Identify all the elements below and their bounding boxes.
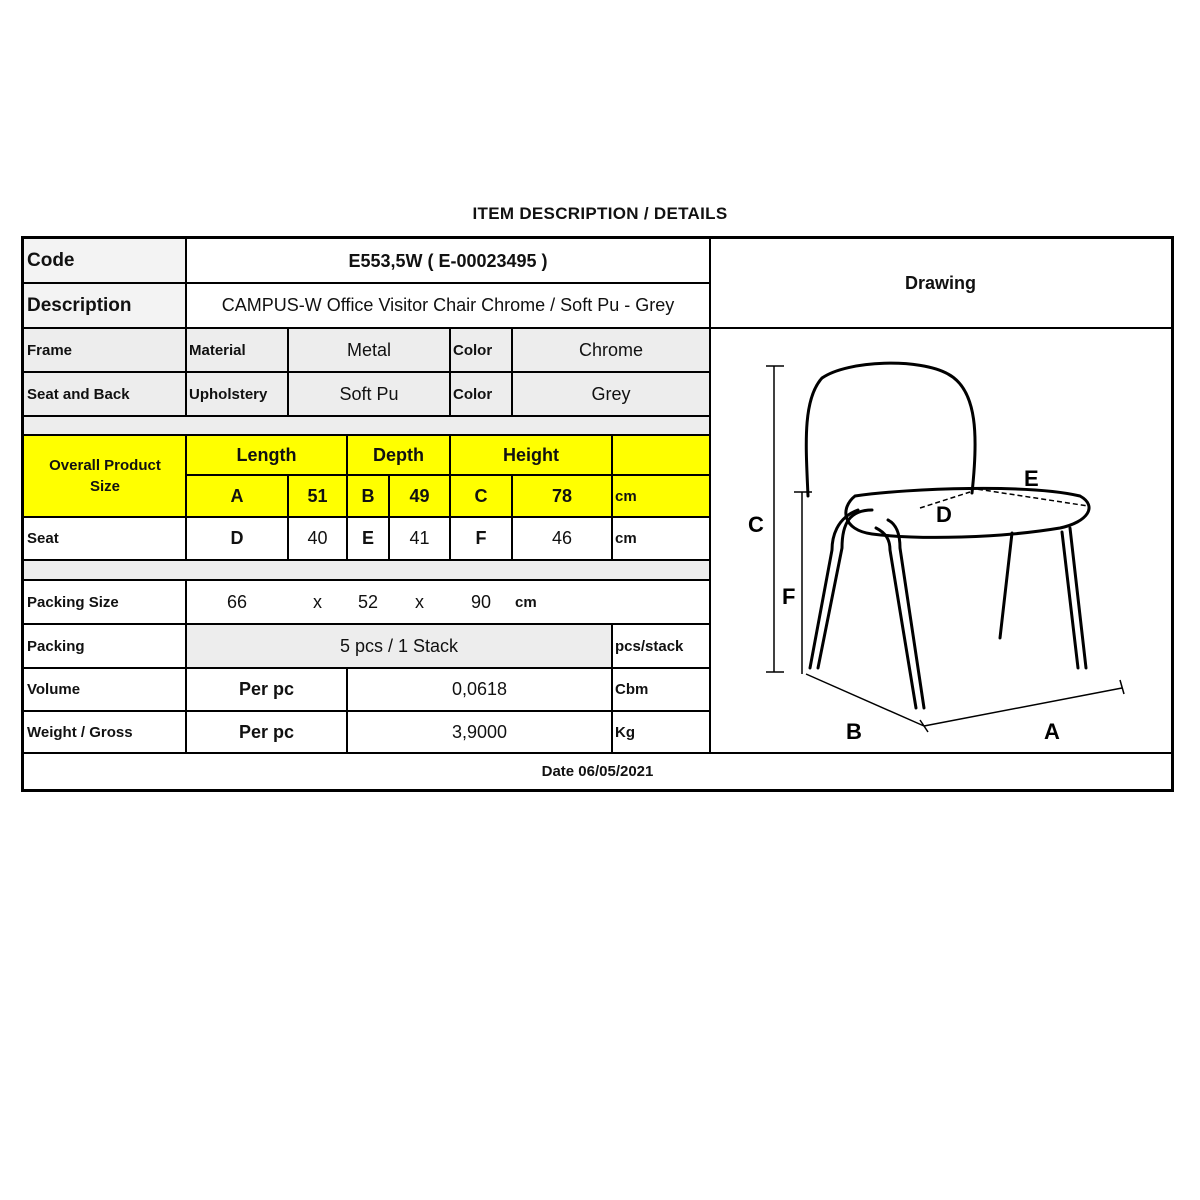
- length-header: Length: [236, 444, 297, 465]
- upholstery-label: Upholstery: [189, 385, 268, 403]
- chair-drawing: [710, 328, 1171, 753]
- dim-e-value: 41: [409, 528, 430, 548]
- seat-back-color-value: Grey: [591, 383, 631, 404]
- dim-line-b: [806, 674, 924, 726]
- divider: [24, 579, 710, 581]
- divider: [24, 623, 710, 625]
- chair-backrest: [806, 363, 975, 496]
- dim-a-value: 51: [307, 485, 328, 506]
- code-value: E553,5W ( E-00023495 ): [348, 250, 548, 271]
- volume-per: Per pc: [238, 679, 295, 699]
- dim-line-a: [924, 688, 1122, 726]
- dim-d-label: D: [230, 528, 244, 548]
- dim-d-value: 40: [307, 528, 328, 548]
- frame-material-value: Metal: [346, 339, 391, 360]
- drawing-label: Drawing: [904, 273, 976, 293]
- divider: [449, 328, 451, 416]
- packing-size-x2: x: [415, 591, 424, 612]
- divider: [24, 559, 710, 561]
- chair-frame-right: [888, 520, 924, 708]
- dim-a-label: A: [230, 485, 244, 506]
- dim-f-label: F: [475, 528, 487, 548]
- divider: [449, 435, 451, 560]
- dim-b-label: B: [361, 485, 375, 506]
- code-label: Code: [27, 250, 75, 271]
- divider: [24, 434, 710, 436]
- divider: [185, 435, 187, 560]
- drawing-label-e: E: [1024, 466, 1039, 491]
- seat-back-label: Seat and Back: [27, 385, 130, 403]
- dim-c-label: C: [474, 485, 488, 506]
- date-footer: Date 06/05/2021: [541, 763, 654, 780]
- drawing-label-d: D: [936, 502, 952, 527]
- packing-size-x1: x: [313, 591, 322, 612]
- weight-per: Per pc: [238, 722, 295, 742]
- divider: [24, 667, 710, 669]
- divider: [185, 580, 187, 753]
- drawing-label-c: C: [748, 512, 764, 537]
- divider: [185, 239, 187, 416]
- chair-back-leg-right: [1070, 528, 1086, 668]
- divider: [346, 668, 348, 753]
- divider: [24, 516, 710, 518]
- frame-color-value: Chrome: [578, 339, 644, 360]
- height-header: Height: [503, 444, 559, 465]
- divider: [24, 710, 710, 712]
- divider: [24, 415, 710, 417]
- seat-unit: cm: [615, 530, 637, 547]
- weight-label: Weight / Gross: [27, 724, 133, 741]
- dim-f-value: 46: [551, 528, 573, 548]
- packing-value: 5 pcs / 1 Stack: [339, 635, 459, 656]
- frame-material-label: Material: [189, 341, 246, 359]
- packing-size-unit: cm: [515, 593, 537, 611]
- description-value: CAMPUS-W Office Visitor Chair Chrome / Soft Pu - Grey: [221, 295, 675, 315]
- divider: [186, 474, 710, 476]
- document-title: ITEM DESCRIPTION / DETAILS: [472, 204, 728, 223]
- spacer-row-1: [24, 416, 710, 435]
- divider: [346, 435, 348, 560]
- weight-unit: Kg: [615, 724, 635, 741]
- upholstery-value: Soft Pu: [339, 383, 399, 404]
- spec-sheet: [21, 236, 1174, 792]
- spacer-row-2: [24, 560, 710, 580]
- divider: [24, 371, 710, 373]
- packing-size-length: 66: [226, 591, 248, 612]
- overall-unit: cm: [615, 487, 637, 505]
- dim-e-label: E: [361, 528, 374, 548]
- divider: [388, 475, 390, 560]
- chair-back-leg-left: [1000, 533, 1012, 638]
- overall-size-label-cell: [24, 435, 186, 517]
- frame-label: Frame: [27, 341, 73, 359]
- depth-header: Depth: [373, 444, 424, 465]
- divider: [287, 328, 289, 416]
- packing-size-height: 90: [470, 591, 492, 612]
- packing-size-label: Packing Size: [27, 593, 119, 611]
- packing-size-width: 52: [357, 591, 379, 612]
- volume-unit: Cbm: [615, 681, 649, 698]
- weight-value: 3,9000: [451, 722, 508, 742]
- drawing-label-b: B: [846, 719, 862, 744]
- divider: [24, 282, 710, 284]
- overall-size-label: Overall Product Size: [49, 457, 161, 495]
- drawing-label-a: A: [1044, 719, 1060, 744]
- drawing-label-f: F: [782, 584, 796, 609]
- divider: [511, 475, 513, 560]
- packing-unit: pcs/stack: [615, 637, 684, 655]
- divider: [511, 328, 513, 416]
- divider: [287, 475, 289, 560]
- divider: [611, 624, 613, 753]
- dim-c-value: 78: [551, 485, 573, 506]
- volume-label: Volume: [27, 681, 81, 698]
- seat-label: Seat: [27, 530, 59, 547]
- dim-b-value: 49: [409, 485, 430, 506]
- volume-value: 0,0618: [451, 679, 508, 699]
- divider: [611, 435, 613, 560]
- seat-back-color-label: Color: [453, 385, 493, 403]
- frame-color-label: Color: [453, 341, 493, 359]
- description-label: Description: [27, 294, 132, 316]
- chair-seat: [846, 488, 1089, 537]
- packing-label: Packing: [27, 637, 85, 655]
